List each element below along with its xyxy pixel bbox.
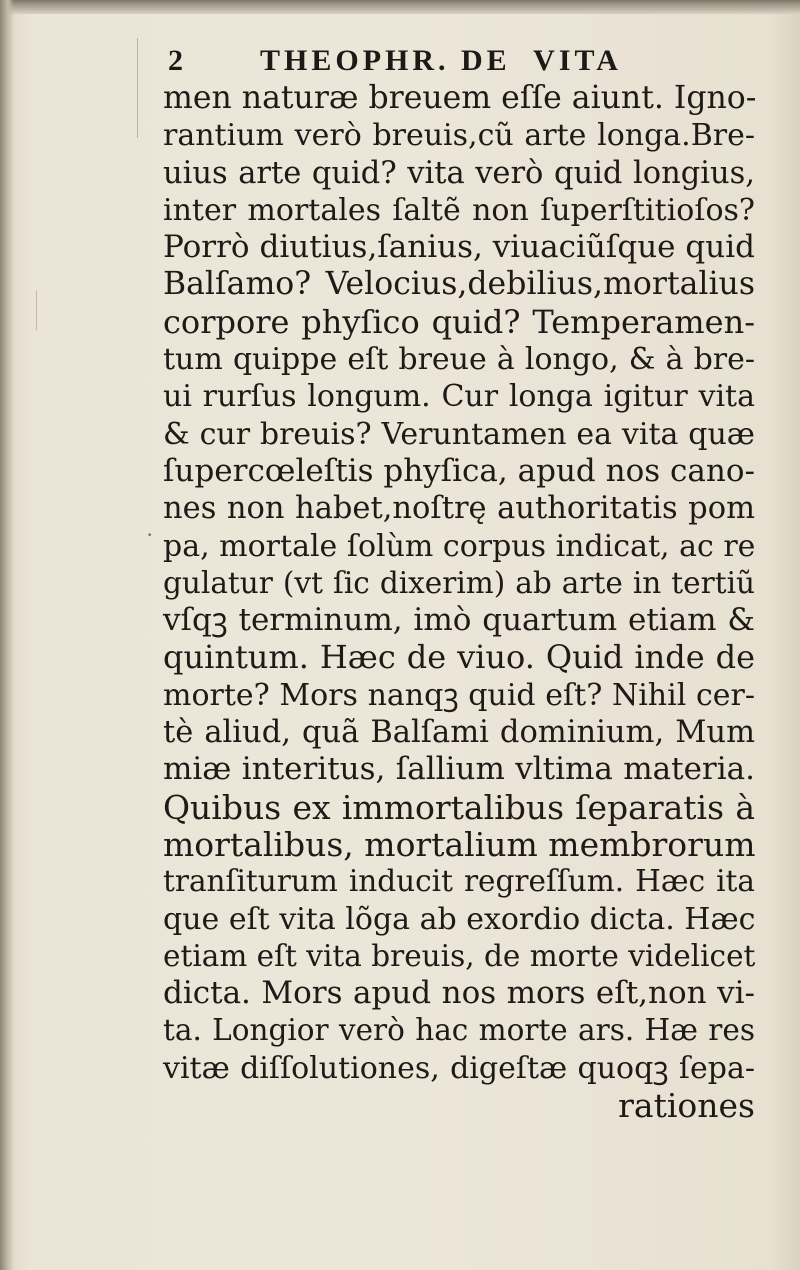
text-line: tum quippe eſt breue à longo, & à bre- [163, 342, 755, 378]
page-smudge [36, 290, 45, 330]
binding-fold [0, 0, 14, 1270]
margin-rule [137, 38, 138, 138]
text-line: tè aliud, quã Balſami dominium, Mum [163, 715, 755, 751]
page-header [160, 44, 720, 84]
margin-mark: · [146, 522, 154, 547]
body-text [163, 80, 763, 1124]
text-line: Porrò diutius,ſanius, viuaciũſque quid [163, 229, 755, 266]
page-number: 2 [168, 44, 186, 77]
text-line: miæ interitus, ſallium vltima materia. [163, 751, 755, 788]
text-line: & cur breuis? Veruntamen ea vita quæ [163, 416, 755, 452]
text-line: morte? Mors nanqꝫ quid eſt? Nihil cer- [163, 677, 755, 713]
catchword: rationes [618, 1086, 755, 1126]
text-line: gulatur (vt ſic dixerim) ab arte in tertiũ [163, 565, 755, 600]
text-line: pa, mortale ſolùm corpus indicat, ac re [163, 528, 756, 564]
text-line: corpore phyſico quid? Temperamen- [163, 302, 755, 341]
text-line: inter mortales ſaltẽ non ſuperſtitioſos? [163, 192, 755, 228]
text-line: etiam eſt vita breuis, de morte videlicet [163, 938, 756, 973]
text-line: ta. Longior verò hac morte ars. Hæ res [163, 1013, 755, 1048]
text-line: Balſamo? Velocius,debilius,mortalius [163, 266, 755, 303]
text-line: rantium verò breuis,cũ arte longa.Bre- [163, 118, 755, 154]
page-top-edge [0, 0, 800, 14]
text-line: vſqꝫ terminum, imò quartum etiam & [163, 602, 755, 639]
text-line: uius arte quid? vita verò quid longius, [163, 155, 755, 191]
text-line: ſupercœleſtis phyſica, apud nos cano- [163, 452, 755, 489]
text-line: quintum. Hæc de viuo. Quid inde de [163, 638, 755, 677]
text-line: tranſiturum inducit regreſſum. Hæc ita [163, 864, 755, 899]
text-line: vitæ diſſolutiones, digeſtæ quoqꝫ ſepa- [163, 1050, 755, 1086]
text-line: que eſt vita lõga ab exordio dicta. Hæc [163, 901, 756, 937]
text-line: ui rurſus longum. Cur longa igitur vita [163, 379, 755, 415]
text-line: nes non habet,noſtrę authoritatis pom [163, 491, 755, 527]
text-line: dicta. Mors apud nos mors eſt,non vi- [163, 975, 755, 1012]
running-head: THEOPHR. DE VITA [260, 44, 622, 77]
text-line: mortalibus, mortalium membrorum [163, 824, 756, 864]
text-line: Quibus ex immortalibus ſeparatis à [163, 787, 755, 827]
text-line: men naturæ breuem eſſe aiunt. Igno- [163, 80, 757, 116]
